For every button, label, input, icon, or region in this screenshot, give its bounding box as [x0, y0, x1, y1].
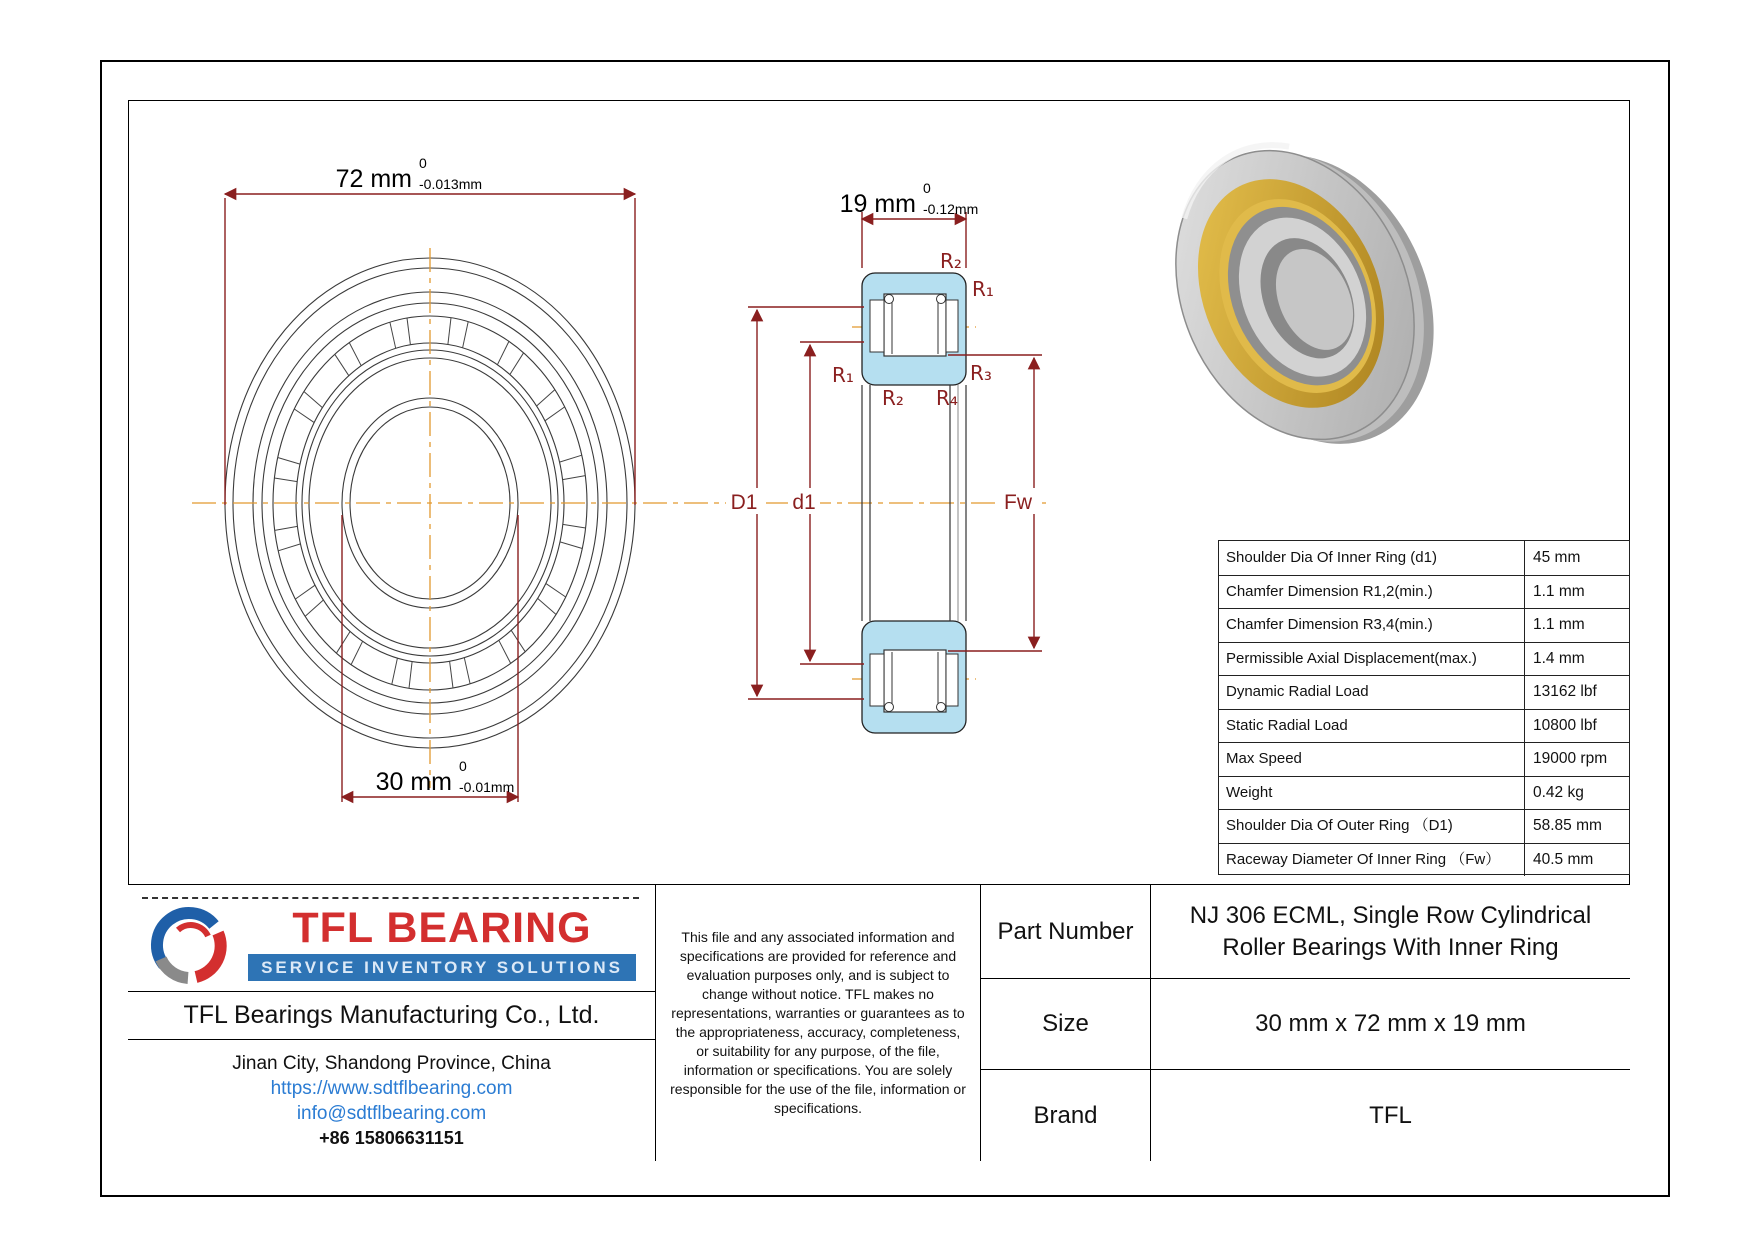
label-r2-bottom: R₂: [882, 386, 904, 410]
table-row: [1219, 608, 1629, 642]
company-address: Jinan City, Shandong Province, China: [232, 1052, 551, 1074]
label-r1-bottom: R₁: [832, 363, 854, 387]
label-r1-top: R₁: [972, 277, 994, 301]
spec-label: Weight: [1219, 777, 1525, 810]
bearing-3d-render: [1130, 103, 1478, 489]
logo-title: TFL BEARING: [292, 903, 592, 952]
logo-cell: [128, 885, 655, 991]
label-r2-top: R₂: [940, 249, 962, 273]
size-value: 30 mm x 72 mm x 19 mm: [1150, 978, 1630, 1069]
table-row: [1219, 742, 1629, 776]
label-r3: R₃: [970, 361, 992, 385]
spec-label: Permissible Axial Displacement(max.): [1219, 643, 1525, 676]
spec-label: Dynamic Radial Load: [1219, 676, 1525, 709]
table-row: [1219, 541, 1629, 575]
tfl-logo-icon: [148, 903, 234, 989]
disclaimer-text: This file and any associated information and specifications are provided for reference and evaluation purposes only, and is subject to change without notice. TFL makes no representations, warranties or guarantees as to the appropriateness, accuracy, completeness, or suitability for any purpose, of the file, information or specifications. You are solely responsible for the use of the file, information or specifications.: [655, 885, 980, 1161]
spec-value: 0.42 kg: [1533, 783, 1584, 801]
table-row: [1219, 776, 1629, 810]
table-row: [1219, 675, 1629, 709]
spec-value: 40.5 mm: [1533, 850, 1594, 868]
table-row: [1219, 642, 1629, 676]
spec-value: 1.1 mm: [1533, 582, 1585, 600]
contact-block: [128, 1039, 655, 1161]
size-label: Size: [980, 978, 1150, 1069]
side-view: [862, 273, 966, 733]
spec-label: Chamfer Dimension R3,4(min.): [1219, 609, 1525, 642]
spec-value: 58.85 mm: [1533, 817, 1602, 835]
spec-label: Chamfer Dimension R1,2(min.): [1219, 576, 1525, 609]
od-tol-upper: 0: [419, 155, 427, 171]
bore-tol-lower: -0.01mm: [459, 779, 515, 795]
spec-value: 13162 lbf: [1533, 683, 1597, 701]
phone-number: +86 15806631151: [319, 1127, 464, 1148]
roller-bottom: [884, 650, 946, 712]
brand-value: TFL: [1150, 1069, 1630, 1161]
table-row: [1219, 809, 1629, 843]
table-row: [1219, 709, 1629, 743]
company-name: TFL Bearings Manufacturing Co., Ltd.: [128, 991, 655, 1039]
spec-value: 10800 lbf: [1533, 716, 1597, 734]
label-d1: d1: [792, 491, 816, 514]
spec-value: 1.1 mm: [1533, 616, 1585, 634]
spec-table: [1218, 540, 1630, 875]
label-D1: D1: [730, 491, 758, 514]
logo-tagline: SERVICE INVENTORY SOLUTIONS: [248, 954, 636, 981]
title-block: [128, 884, 1630, 1160]
roller-top: [884, 294, 946, 356]
spec-label: Max Speed: [1219, 743, 1525, 776]
diameter-labels: [726, 488, 1038, 514]
spec-value: 45 mm: [1533, 548, 1581, 566]
spec-label: Static Radial Load: [1219, 710, 1525, 743]
table-row: [1219, 575, 1629, 609]
width-dimension: 19 mm: [839, 190, 916, 218]
email-link[interactable]: info@sdtflbearing.com: [296, 1102, 487, 1124]
spec-value: 1.4 mm: [1533, 649, 1585, 667]
width-tol-upper: 0: [923, 180, 931, 196]
bore-dimension: 30 mm: [375, 768, 452, 796]
spec-label: Shoulder Dia Of Outer Ring （D1): [1219, 810, 1525, 843]
od-dimension: 72 mm: [335, 165, 412, 193]
table-row: [1219, 843, 1629, 877]
part-number-label: Part Number: [980, 885, 1150, 978]
label-Fw: Fw: [1004, 491, 1032, 514]
spec-label: Shoulder Dia Of Inner Ring (d1): [1219, 541, 1525, 575]
od-tol-lower: -0.013mm: [419, 176, 483, 192]
website-link[interactable]: https://www.sdtflbearing.com: [270, 1077, 513, 1099]
divider: [142, 897, 639, 899]
label-r4: R₄: [936, 386, 958, 410]
bore-tol-upper: 0: [459, 758, 467, 774]
brand-label: Brand: [980, 1069, 1150, 1161]
spec-label: Raceway Diameter Of Inner Ring （Fw）: [1219, 844, 1525, 877]
part-number-value: NJ 306 ECML, Single Row Cylindrical Roller Bearings With Inner Ring: [1150, 885, 1630, 978]
spec-value: 19000 rpm: [1533, 750, 1608, 768]
width-tol-lower: -0.12mm: [923, 201, 979, 217]
